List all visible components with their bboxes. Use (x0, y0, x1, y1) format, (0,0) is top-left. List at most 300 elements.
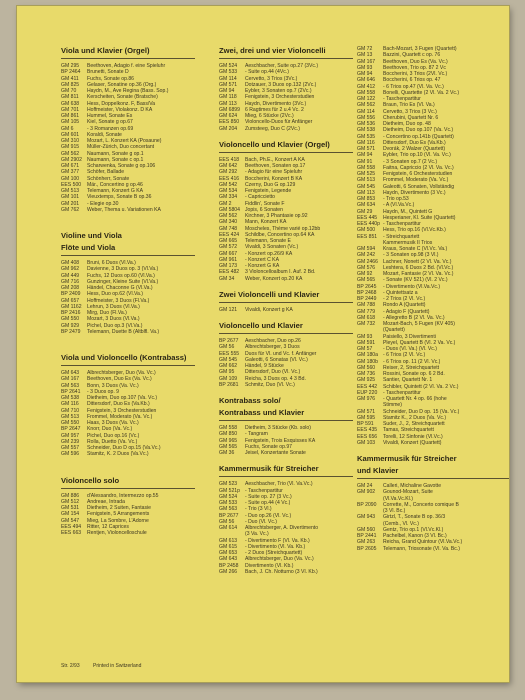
work-title: Mozart, 3 Duos (Vl.Va.) (87, 316, 140, 323)
work-title: Boccherini, Konzert B KA (245, 175, 303, 182)
work-title: 3 Violoncelloalbum I. Auf. 2 Bd. (245, 269, 316, 276)
catalog-number: BP 2449 (357, 296, 377, 302)
catalog-number: GM 122 (357, 96, 376, 102)
catalog-number: GM 962 (61, 266, 80, 273)
catalog-number: GM 965 (219, 437, 238, 444)
catalog-number: GM 716 (61, 278, 80, 285)
catalog-number: GM 412 (357, 83, 376, 90)
catalog-column-3 (357, 46, 509, 560)
work-title: - A (Vl.Va.Vc.) (383, 202, 415, 209)
work-title: - Streichquartett (383, 233, 420, 240)
catalog-number: BP 2647 (61, 426, 81, 433)
catalog-number: EES 494 (61, 523, 82, 530)
catalog-number: GM 408 (61, 260, 80, 266)
catalog-number: GM 101 (61, 194, 80, 201)
work-title: - Tangram (245, 431, 268, 438)
work-title: Weber, Thema u. Variationen KA (87, 206, 161, 213)
section-rule (219, 58, 353, 59)
catalog-number: GM 93 (357, 333, 373, 340)
catalog-number: GM 94 (219, 88, 235, 94)
work-title: Bonelli, Quartette (2 Vl. Va. 2 Vc.) (383, 89, 460, 96)
work-title: Eybler, 3 Sonaten op.7 (2Vc.) (245, 88, 312, 94)
catalog-number: GM 29 (357, 208, 373, 215)
work-title: Cherubini, Quartett Nr. 6 (383, 114, 439, 121)
catalog-number: GM 167 (357, 58, 376, 65)
work-title: - Suite op. 27 (3 Vc.) (245, 493, 292, 500)
catalog-number: BP 2416 (61, 310, 81, 316)
work-title: Kerscheiten, Sonate (Bratsche) (87, 94, 158, 101)
work-title: Rondo A (Quartett) (383, 302, 426, 309)
work-title: - 3 Sonaten op.7 (2 Vc.) (383, 158, 438, 165)
work-title: - Duo (Vl. Vc.) (245, 518, 277, 525)
catalog-number: GM 521p (219, 487, 240, 494)
work-title: Hoffmeister, 3 Duos (Fl.Va.) (87, 297, 150, 304)
catalog-number: EES 418 (219, 156, 240, 163)
work-title: Schildbe, Concertino op.64 KA (245, 231, 315, 238)
catalog-section (357, 46, 509, 446)
catalog-entry (219, 382, 353, 388)
catalog-number: BP 2409 (61, 291, 81, 298)
catalog-number: BP 2681 (219, 381, 239, 388)
catalog-number: GM 173 (219, 263, 238, 269)
work-title: Bazzini, Quartett c op. 76 (383, 52, 441, 59)
work-title: Vivaldi, Konzert g KA (245, 306, 293, 313)
catalog-number: GM 535 (357, 133, 376, 140)
catalog-number: EES 656 (357, 433, 378, 440)
catalog-number: GM 571 (219, 81, 238, 88)
work-title: Händel, 9 Stücke (245, 363, 284, 369)
work-title: Paisiello, 3 Divertimenti (383, 333, 436, 340)
catalog-number: GM 601 (61, 131, 80, 138)
catalog-page (17, 6, 509, 682)
catalog-entry (219, 569, 353, 575)
catalog-section (61, 231, 195, 335)
catalog-number: GM 853 (357, 196, 376, 202)
catalog-number: GM 94 (357, 71, 373, 77)
catalog-number: GM 334 (219, 194, 238, 201)
work-title: Cervetto, 3 Trios (3 Vc.) (383, 108, 437, 115)
section-rule (357, 478, 509, 479)
work-title: Beethoven, Duo Es (Va. Vc.) (383, 58, 448, 65)
catalog-number: GM 538 (61, 395, 80, 401)
work-title: - Divertimento (Vl.Va.Vc.) (383, 283, 441, 290)
work-title: Bach, Ph.E., Konzert A KA (245, 156, 305, 163)
catalog-number: GM 576 (357, 264, 376, 271)
work-title: Reicha, 3 Duos op. 4 3 Bd. (245, 375, 306, 382)
work-title: - 6 Trios op.47 (Vl. Va. Vc.) (383, 83, 444, 90)
work-title: Fuchs, Sonate op.86 (87, 75, 135, 82)
catalog-number: BP 2441 (357, 533, 377, 539)
catalog-number: GM 121 (219, 306, 238, 313)
work-title: Rossini, Sonate op. 6 2 Bd. (383, 371, 445, 377)
work-title: Telemann, Duette B (Altblfl. Va.) (87, 328, 160, 335)
catalog-number: GM 591 (357, 339, 376, 346)
work-title: Schneider, Duo D op. 15 (Va. Vc.) (383, 408, 460, 415)
work-title: - Trio op.53 (383, 196, 409, 202)
catalog-number: EES 440p (357, 221, 380, 227)
work-title: Davienne, 3 Duos op. 3 (Vl.Va.) (87, 266, 159, 273)
work-title: - Elegie op.30 (87, 200, 119, 207)
catalog-section (61, 476, 195, 537)
catalog-number: GM 571 (357, 408, 376, 415)
catalog-number: GM 109 (219, 375, 238, 382)
catalog-number: GM 534 (219, 188, 238, 194)
section-heading: Kammermusik für Streicher (357, 454, 457, 463)
catalog-number: GM 643 (219, 556, 238, 563)
catalog-number: BP 2458 (219, 562, 239, 569)
catalog-number: GM 1162 (61, 303, 82, 310)
catalog-number: GM 34 (219, 275, 235, 282)
work-title: Fuchs, Sonate op.97 (245, 443, 293, 450)
catalog-number: GM 57 (357, 346, 373, 352)
catalog-number: GM 154 (61, 511, 80, 518)
work-title: Hess, Trio op.16 (Vl.Vc.Kb.) (383, 227, 446, 234)
catalog-number: GM 594 (357, 246, 376, 252)
work-title: (Vl.Va.Vc.Kl.) (383, 495, 413, 502)
work-title: Weber, Konzert op.20 KA (245, 275, 303, 282)
catalog-number: GM 550 (61, 316, 80, 323)
catalog-column-2 (219, 46, 353, 583)
work-title: Andreae, Intrada (87, 498, 125, 505)
work-title: Haydn, Divertimento (3Vc.) (245, 100, 307, 107)
work-title: Dietheim, Duo op. 48 (383, 121, 431, 127)
work-title: - 6 Trios op. 11 (2 Vl. Vc.) (383, 358, 441, 365)
catalog-number: EES 424 (219, 231, 240, 238)
catalog-number: GM 5804 (219, 206, 240, 213)
catalog-entry (219, 126, 353, 132)
work-title: Beethoven, Adagio f. eine Spieluhr (87, 63, 166, 69)
work-title: Corrette, M., Concerto comique B (383, 501, 459, 508)
catalog-number: GM 524 (219, 493, 238, 500)
catalog-number: GM 204 (219, 125, 238, 132)
catalog-number: BP 2677 (219, 512, 239, 519)
catalog-number: GM 263 (357, 539, 376, 546)
catalog-number: GM 114 (357, 108, 375, 115)
catalog-number: GM 562 (219, 213, 238, 219)
catalog-number: GM 6899 (219, 106, 240, 113)
work-title: Moscheles, Thème varié op.12bb (245, 225, 321, 232)
work-title: - Concertino op.141b (Quartett) (383, 133, 454, 140)
catalog-number: GM 732 (357, 321, 376, 327)
work-title: Schibler, Quintett (2 Vl. Va. 2 Vc.) (383, 383, 459, 390)
catalog-number: GM 642 (219, 163, 238, 169)
work-title: - 2 Trios (2 Vl. Vc.) (383, 296, 426, 302)
work-title: d'Alessandro, Intermezzo op.55 (87, 492, 159, 499)
work-title: Duos für Vl. und Vc. f. Anfänger (245, 350, 317, 357)
catalog-number: GM 116 (357, 139, 375, 146)
work-title: Lehrun, 3 Duos (Vl.Va.) (87, 303, 140, 310)
catalog-number: BP 591 (357, 421, 374, 427)
work-title: Fiddlin', Sonate F (245, 200, 285, 207)
work-title: Lachner, Nonett (2 Vl. Va. Vc.) (383, 258, 452, 265)
work-title: - Konzert G KA (245, 263, 280, 269)
work-title: Mär., Concertino g op.46 (87, 181, 143, 188)
catalog-number: GM 340 (219, 219, 238, 226)
work-title: Stimme) (383, 402, 402, 409)
work-title: Dittersdorf, Duo (Vl. Vc.) (245, 369, 301, 376)
catalog-number: GM 558 (357, 89, 376, 96)
work-title: Divertimento (Vl. Kb.) (245, 562, 294, 569)
catalog-number: GM 512 (61, 498, 80, 505)
catalog-section (357, 454, 509, 552)
catalog-section (219, 396, 353, 456)
catalog-number: GM 116 (61, 401, 79, 408)
catalog-number: GM 295 (61, 63, 80, 69)
catalog-number: EES 445 (357, 214, 378, 221)
catalog-number: GM 24 (357, 483, 373, 489)
catalog-number: GM 558 (219, 425, 238, 431)
catalog-number: GM 556 (357, 114, 376, 121)
catalog-number: GM 536 (357, 121, 376, 127)
catalog-number: GM 634 (357, 202, 376, 209)
work-title: - Taschenpartitur (383, 389, 421, 396)
catalog-number: GM 525 (357, 171, 376, 177)
work-title: Bach, J. Ch. Notturno (3 Vl. Kb.) (245, 568, 318, 575)
catalog-number: GM 560 (357, 364, 376, 371)
section-subheading: Flöte und Viola (61, 243, 116, 252)
catalog-number: GM 2 (219, 200, 232, 207)
catalog-number: GM 91 (357, 158, 373, 165)
section-heading: Viola und Violoncello (Kontrabass) (61, 353, 187, 362)
catalog-number: GM 500 (357, 227, 376, 234)
page-footer (61, 663, 153, 669)
work-title: - Allegretto B (2 Vl. Va. Vc.) (383, 314, 445, 321)
work-title: - Suite op.44 (4 Vc.) (245, 500, 291, 506)
catalog-number: GM 550 (61, 420, 80, 426)
catalog-number: GM 513 (61, 413, 80, 420)
section-rule (219, 302, 353, 303)
work-title: Albrechtsberger, A. Divertimento (245, 525, 319, 531)
catalog-number: GM 638 (61, 100, 80, 107)
work-title: Santier, Quartett Nr. 1 (383, 377, 433, 384)
work-title: Fenigstein, 6 Orchesterstudien (383, 171, 453, 177)
section-heading: Violine und Viola (61, 231, 122, 240)
catalog-number: EES 482 (219, 269, 240, 276)
work-title: Jeisel, Konzertante Sonate (245, 450, 306, 456)
work-title: Hoffmeister, Violakonz. D KA (87, 106, 153, 113)
work-title: Haydn, M., Quintett G (383, 208, 433, 215)
catalog-number: GM 201 (61, 200, 80, 207)
work-title: (3 Va. Vc.) (245, 531, 269, 538)
catalog-number: BP 2677 (219, 338, 239, 344)
work-title: Hess, Duo op.62 (Vl.Va.) (87, 291, 143, 298)
work-title: Mieg, La Sombre, L'Adorne (87, 517, 149, 524)
catalog-number: GM 72 (357, 46, 373, 52)
catalog-section (219, 140, 353, 282)
work-title: Haydn, Divertimento (3 Vc.) (383, 189, 446, 196)
catalog-number: GM 545 (357, 183, 376, 190)
work-title: Schmitz, Duo (Vl. Vc.) (245, 381, 295, 388)
catalog-number: GM 748 (219, 225, 238, 232)
catalog-number: GM 94 (357, 152, 373, 159)
work-title: Händel, Chaconne G (Vl.Va.) (87, 285, 153, 291)
section-rule (219, 420, 353, 421)
catalog-number: GM 100 (61, 175, 80, 182)
catalog-number: GM 643 (61, 370, 80, 376)
work-title: Mirg, Duo (Fl.Va.) (87, 310, 127, 316)
work-title: Albrechtsberger, Duo (Va. Vc.) (245, 556, 314, 563)
work-title: - Duos (Vl. Va.) (Vl. Vc.) (383, 346, 437, 352)
work-title: - Divertimento F (Vl. Va. Kb.) (245, 537, 310, 544)
catalog-number: GM 533 (219, 500, 238, 506)
work-title: Pleyel, Quartett B (Vl. 2 Va. Vc.) (383, 339, 456, 346)
work-title: - Sonate (KV 521) (Vl. 2 Vc.) (383, 277, 448, 284)
catalog-number: GM 411 (61, 75, 79, 82)
catalog-number: GM 13 (357, 52, 373, 59)
catalog-number: GM 665 (219, 238, 238, 244)
work-title: Vieuxtemps, Sonate B op.36 (87, 194, 152, 201)
work-title: Eybler, Trio op.10 (Vl. Va. Vc.) (383, 152, 451, 159)
catalog-entry (61, 329, 195, 335)
catalog-number: GM 118 (219, 94, 237, 101)
work-title: - Capriccietto (245, 194, 276, 201)
work-title: Gentz, Trio op.1 (Vl.Vc.Kl.) (383, 526, 444, 533)
work-title: Naumann, Sonate c op.1 (87, 156, 144, 163)
catalog-number: BP 2479 (61, 328, 81, 335)
work-title: Kraus, Sonate C (Vl.Vc. Va.) (383, 246, 448, 252)
section-rule (219, 333, 353, 334)
catalog-number: BP 2645 (357, 283, 377, 290)
work-title: - Quintettsatz a (383, 289, 418, 296)
catalog-number: GM 113 (357, 189, 375, 196)
catalog-number: GM 902 (357, 489, 376, 496)
catalog-number: EUP 220 (357, 389, 378, 396)
work-title: Pachelbel, Kanon (3 Vl. Bc.) (383, 533, 447, 539)
section-heading: Violoncello und Klavier (Orgel) (219, 139, 330, 149)
work-title: - Duo op.26 (Vl. Vc.) (245, 512, 292, 519)
work-title: (Cemb., Vl. Vc.) (383, 520, 419, 527)
work-title: Dietheim, Duo op.107 (Va. Vc.) (383, 127, 454, 134)
work-title: Dietheim, 3 Stücke (Kb. solo) (245, 425, 311, 431)
catalog-number: GM 103 (357, 439, 376, 446)
catalog-entry (219, 276, 353, 282)
work-title: Mozart, Fantasie (2 Vl. Va. Vc.) (383, 271, 454, 277)
catalog-number: EES 435 (357, 427, 378, 434)
section-heading: Violoncello und Klavier (219, 321, 303, 330)
catalog-number: GM 613 (219, 537, 238, 544)
work-title: Fenigstein, 3 Orchesterstudien (87, 407, 157, 414)
catalog-number: EES 555 (219, 350, 240, 357)
work-title: Telemann, Sonate E (245, 238, 291, 244)
section-heading: Viola und Klavier (Orgel) (61, 46, 150, 55)
catalog-entry (357, 546, 509, 552)
work-title: Braun, Trio Es (Vl. Va.) (383, 102, 435, 109)
section-heading: Violoncello solo (61, 475, 120, 485)
work-title: Fenigstein, 5 Arrangements (87, 511, 150, 518)
catalog-number: GM 562 (357, 102, 376, 109)
work-title: Frommel, Moderato (Va. Vc.) (87, 413, 153, 420)
catalog-number: GM 6 (61, 125, 74, 132)
catalog-number: GM 242 (357, 252, 376, 259)
catalog-number: GM 861 (61, 113, 80, 119)
catalog-number: GM 266 (219, 568, 238, 575)
work-title: Fenigstein, Trois Esquisses KA (245, 437, 316, 444)
catalog-column-1 (61, 46, 195, 544)
catalog-number: GM 662 (219, 363, 238, 369)
work-title: - 2 Duos (Streichquartett) (245, 550, 303, 556)
catalog-number: GM 961 (219, 256, 238, 263)
catalog-number: GM 595 (357, 414, 376, 421)
catalog-number: GM 563 (61, 382, 80, 389)
work-title: Dittersdorf, Duo Es (Va.Kb.) (383, 139, 446, 146)
work-title: - Taschenpartitur (383, 96, 421, 102)
work-title: Mann, Konzert KA (245, 219, 287, 226)
section-heading: Kontrabass solo/ (219, 396, 281, 405)
catalog-number: GM 36 (219, 450, 235, 456)
catalog-number: GM 624 (219, 113, 238, 119)
work-title: - Trio (3 Vl.) (245, 506, 272, 513)
catalog-number: GM 596 (61, 451, 80, 458)
work-title: Reicha, Grand Quintour (Vl.Va.Vc.) (383, 539, 463, 546)
catalog-number: GM 710 (61, 407, 80, 414)
work-title: Mieg, 6 Stücke (2Vc.) (245, 113, 294, 119)
work-title: - Divertimento (Vl. Va. Kb.) (245, 543, 306, 550)
section-rule (219, 476, 353, 477)
catalog-number: EES 500 (61, 181, 82, 188)
catalog-number: GM 93 (357, 64, 373, 71)
work-title: Beethoven, Duo Es (Va. Vc.) (87, 376, 152, 383)
work-title: Calleri, Michaline Gavotte (383, 483, 442, 489)
catalog-number: GM 113 (219, 100, 237, 107)
footer-printed: Printed in Switzerland (93, 663, 142, 669)
work-title: Cervetto, 3 Trios (3Vc.) (245, 75, 298, 82)
work-title: Pichel, Duo op.16 (Vc.) (87, 432, 140, 439)
work-title: Violoncello-Duos für Anfänger (245, 119, 313, 126)
work-title: Brunetti, Sonate D (87, 69, 129, 76)
work-title: Gounod-Mozart, Suite (383, 489, 433, 496)
work-title: Scharwenka, Sonate g op.106 (87, 163, 156, 169)
work-title: Telemann, Konzert G KA (87, 188, 144, 194)
work-title: Stamitz, K. 2 Duos (Va.Vc.) (87, 451, 149, 458)
catalog-entry (61, 451, 195, 457)
work-title: Faitna, Capriccio (2 Vl. Va. Vc.) (383, 164, 454, 171)
catalog-number: GM 565 (219, 443, 238, 450)
catalog-number: GM 547 (61, 517, 80, 524)
section-heading: Zwei, drei und vier Violoncelli (219, 46, 326, 55)
work-title: Dietheim, Duo op.107 (Va. Vc.) (87, 395, 158, 401)
catalog-number: EES 851 (357, 233, 378, 240)
work-title: Galeotti, 6 Sonaten, Vollständig (383, 183, 455, 190)
work-title: Suder, J., 2, Streichquartett (383, 421, 445, 427)
work-title: Fuchs, 12 Duos op.60 (Vl.Va.) (87, 272, 155, 279)
section-subheading: und Klavier (357, 466, 399, 475)
work-title: Hummel, Sonate Es (87, 113, 133, 119)
work-title: Mozart-Bach, 5 Fugen (KV 405) (383, 321, 455, 327)
work-title: Vivaldi, Konzert (Quartett) (383, 439, 442, 446)
work-title: Kirchner, 3 Phantasie op.92 (245, 213, 308, 219)
work-title: Hesperianer, Kl. Suite (Quartett) (383, 214, 456, 221)
catalog-number: GM 557 (61, 445, 80, 451)
work-title: Gelaser, Sonatine op.36 (Org.) (87, 81, 157, 88)
work-title: Bruni, 6 Duos (Vl.Va.) (87, 260, 136, 266)
work-title: Jopis, 6 Sonaten (245, 206, 283, 213)
section-heading: Kammermusik für Streicher (219, 464, 319, 474)
catalog-number: GM 531 (61, 505, 80, 511)
catalog-number: BP 2641 (61, 388, 81, 395)
catalog-number: GM 825 (61, 81, 80, 88)
catalog-section (219, 290, 353, 313)
catalog-number: GM 925 (357, 377, 376, 384)
catalog-number: GM 929 (61, 322, 80, 329)
catalog-number: GM 788 (357, 302, 376, 309)
work-title: Schöfer, Ballade (87, 169, 125, 176)
catalog-number: GM 563 (219, 506, 238, 513)
catalog-entry (219, 307, 353, 313)
section-subheading: Kontrabass und Klavier (219, 408, 305, 417)
work-title: - Suite op.44 (4Vc.) (245, 69, 289, 76)
work-title: Tamas, Streichquartett (383, 427, 434, 434)
work-title: Rolla, Duetto (Va. Vc.) (87, 438, 138, 445)
